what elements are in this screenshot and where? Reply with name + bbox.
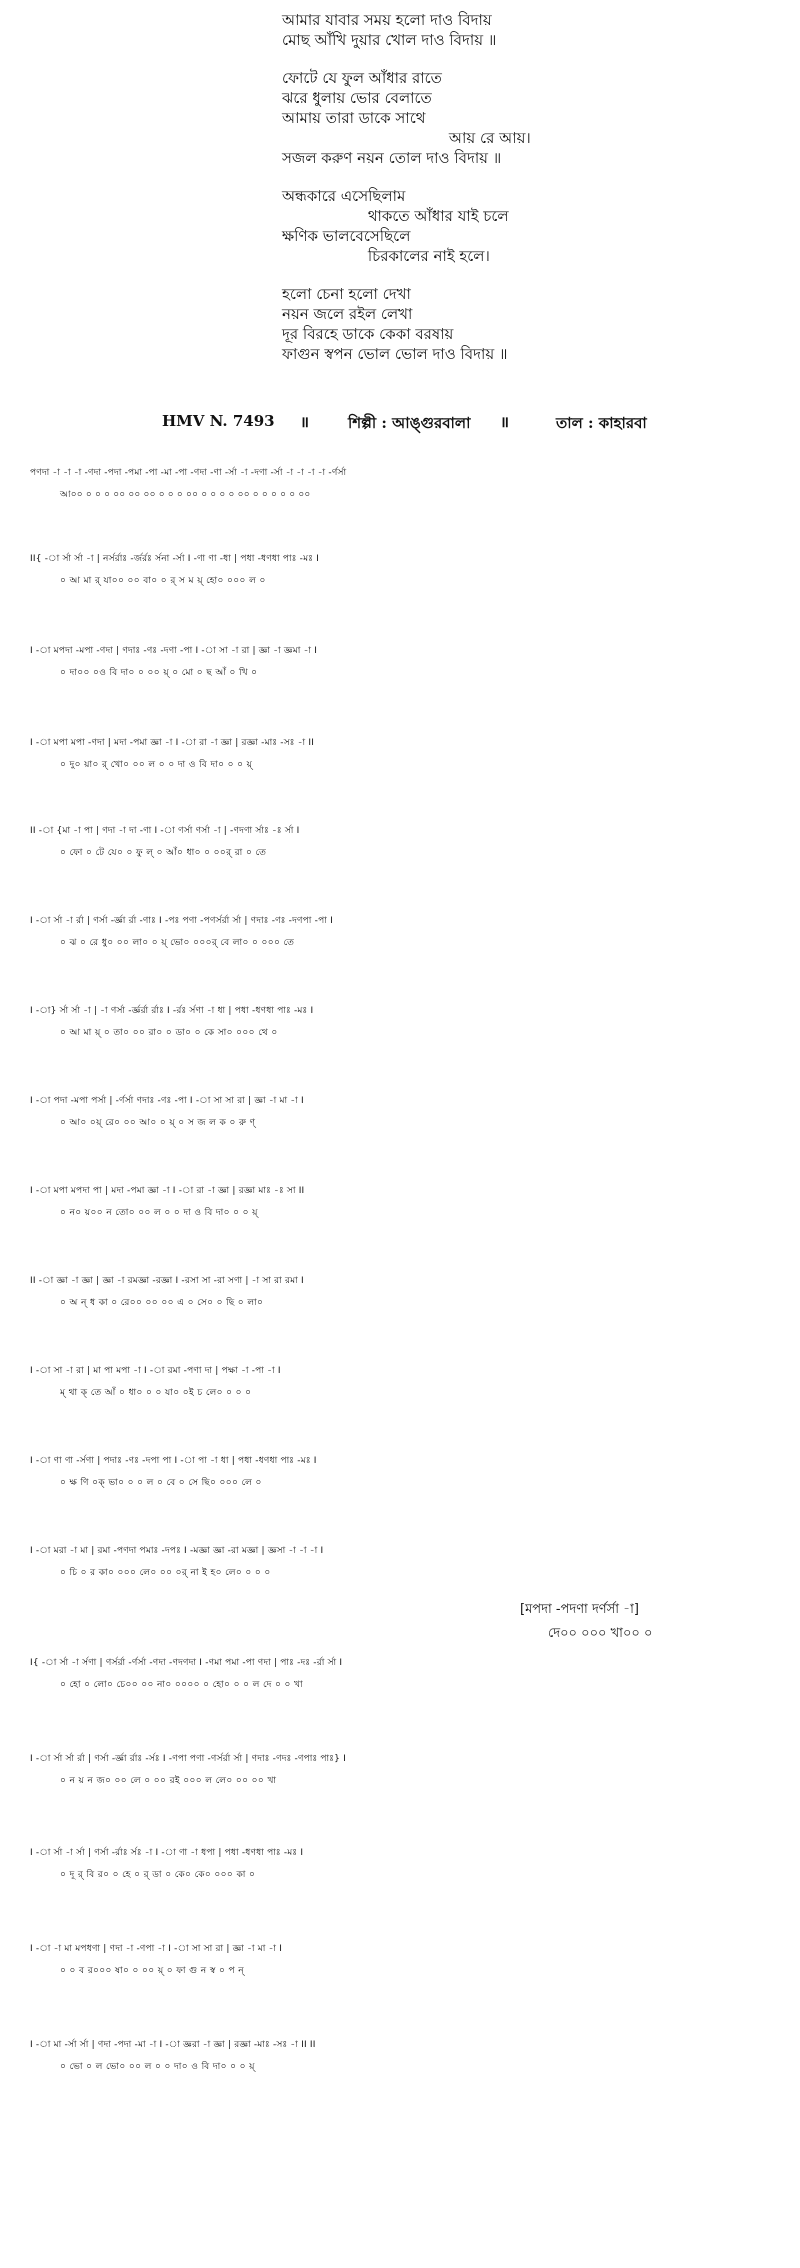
notation-line: I -া} র্সা র্সা -া | -া ণর্সা -র্জ্ঞর্রা র্রাঃ I -র্রঃ র্সণা -া ধা | পধা -ধণধা পাঃ -মঃ I [30,1006,314,1016]
notation-line: I -া র্সা -া র্রা | ণর্সা -র্জ্ঞা র্রা -ণাঃ I -পঃ পণা -পণর্সর্রা র্সা | ণদাঃ -ণঃ -দণপা -পা I [30,916,333,926]
notation-block [30,1938,780,1982]
header-separator: ॥ [500,413,509,431]
notation-line: I -া -া মা মপধণা | ণদা -া -ণপা -া I -া সা সা রা | জ্ঞা -া মা -া I [30,1944,283,1954]
prelude-notes: পণদা -া -া -া -ণদা -পদা -পমা -পা -মা -পা -ণদা -ণা -র্সা -া -দণা -র্সা -া -া -া -া -র্ণর্সা [30,468,347,478]
notation-line: II{ -া র্সা র্সা -া | নর্সর্রাঃ -র্জর্রঃ র্সনা -র্সা I -ণা ণা -ধা | পধা -ধণধা পাঃ -মঃ I [30,554,319,564]
notation-line: I -া সা -া রা | মা পা মপা -া I -া রমা -পণা দা | পক্ষা -া -পা -া I [30,1366,281,1376]
lyric-stanza [282,68,662,168]
notation-block [30,910,780,954]
lyric-line: ফাগুন স্বপন ভোল ভোল দাও বিদায় ॥ [282,345,508,363]
lyric-line: থাকতে আঁধার যাই চলে [282,207,509,225]
lyric-line: সজল করুণ নয়ন তোল দাও বিদায় ॥ [282,149,502,167]
syllable-line: ০ চি ০ র কা০ ০০০ লে০ ০০ ০র্ না ই হ০ লে০ ০ ০ ০ [60,1568,271,1578]
lyric-line: আয় রে আয়। [282,129,531,147]
lyric-stanza [282,10,662,50]
song-header [0,412,800,440]
notation-block [30,548,780,592]
notation-line: II -া {মা -া পা | ণদা -া দা -ণা I -া ণর্সা ণর্সা -া | -ণদণা র্সাঃ -ঃ র্সা I [30,826,300,836]
artist-label: শিল্পী : আঙ্গুরবালা [348,414,471,432]
syllable-line: ০ আ মা য়্ ০ তা০ ০০ রা০ ০ ডা০ ০ কে সা০ ০০০ থে ০ [60,1028,278,1038]
header-separator: ॥ [300,413,309,431]
notation-block [30,1540,780,1584]
notation-line: II -া জ্ঞা -া জ্ঞা | জ্ঞা -া রমজ্ঞা -রজ্ঞা I -রসা সা -রা সণা | -া সা রা রমা I [30,1276,304,1286]
notation-line: I -া মরা -া মা | রমা -পণদা পমাঃ -দপঃ I -মজ্ঞা জ্ঞা -রা মজ্ঞা | জ্ঞসা -া -া -া I [30,1546,324,1556]
lyrics-section [282,10,662,382]
lyric-line: ঝরে ধুলায় ভোর বেলাতে [282,89,432,107]
notation-block [30,1842,780,1886]
syllable-line: ০ ক্ষ ণি ০ক্ ভা০ ০ ০ ল ০ বে ০ সে ছি০ ০০০ লে ০ [60,1478,262,1488]
notation-block [30,732,780,776]
notation-line: I -া মপা মপা -ণদা | মদা -পমা জ্ঞা -া I -া রা -া জ্ঞা | রজ্ঞা -মাঃ -সঃ -া II [30,738,315,748]
syllable-line: ০ ভো ০ ল ভো০ ০০ ল ০ ০ দা০ ও বি দা০ ০ ০ য়্ [60,2062,255,2072]
notation-line: I -া ণা ণা -র্সণা | পদাঃ -ণঃ -দপা পা I -া পা -া ধা | পধা -ধণধা পাঃ -মঃ I [30,1456,317,1466]
lyric-line: দূর বিরহে ডাকে কেকা বরষায় [282,325,454,343]
lyric-line: আমার যাবার সময় হলো দাও বিদায় [282,11,492,29]
prelude-syllables: আ০০ ০ ০ ০ ০০ ০০ ০০ ০ ০ ০ ০০ ০ ০ ০ ০ ০০ ০ ০ ০ ০ ০ ০০ [60,490,311,500]
syllable-line: ০ ন০ য়০০ ন তো০ ০০ ল ০ ০ দা ও বি দা০ ০ ০ য়্ [60,1208,258,1218]
notation-block [30,1652,780,1696]
prelude-notation [30,462,780,506]
alternate-syllables: দে০০ ০০০ খা০০ ০ [548,1626,653,1641]
lyric-line: মোছ আঁখি দুয়ার খোল দাও বিদায় ॥ [282,31,497,49]
alternate-notes: [মপদা -পদণা দর্ণর্সা -া] [520,1602,639,1617]
notation-line: I -া মপদা -মপা -ণদা | ণদাঃ -ণঃ -দণা -পা I -া সা -া রা | জ্ঞা -া জ্ঞমা -া I [30,646,318,656]
notation-line: I -া র্সা র্সা র্রা | ণর্সা -র্জ্ঞা র্রাঃ -র্সঃ I -ণপা পণা -ণর্সর্রা র্সা | ণদাঃ -ণদঃ -ণপাঃ পাঃ} I [30,1754,346,1764]
record-number: HMV N. 7493 [162,412,275,430]
notation-line: I -া র্সা -া র্সা | ণর্সা -র্রাঃ র্সঃ -া I -া ণা -া ধপা | পধা -ধণধা পাঃ -মঃ I [30,1848,304,1858]
syllable-line: ০ হো ০ লো০ চে০০ ০০ না০ ০০০০ ০ হো০ ০ ০ ল দে ০ ০ খা [60,1680,303,1690]
tala-label: তাল : কাহারবা [556,414,647,432]
lyric-line: ক্ষণিক ভালবেসেছিলে [282,227,411,245]
notation-block [30,1180,780,1224]
syllable-line: ম্ থা ক্ তে আঁ ০ ধা০ ০ ০ যা০ ০ই চ লে০ ০ ০ ০ [60,1388,252,1398]
notation-block [30,1450,780,1494]
syllable-line: ০ ফো ০ টে যে০ ০ ফু ল্ ০ আঁ০ ধা০ ০ ০০র্ রা ০ তে [60,848,267,858]
lyric-stanza [282,186,662,266]
syllable-line: ০ ঝ ০ রে ধু০ ০০ লা০ ০ য়্ ভো০ ০০০র্ বে লা০ ০ ০০০ তে [60,938,295,948]
notation-block [30,640,780,684]
syllable-line: ০ আ মা র্ যা০০ ০০ বা০ ০ র্ স ম য়্ হো০ ০০০ ল ০ [60,576,266,586]
syllable-line: ০ ০ ব র০০০ ষা০ ০ ০০ য়্ ০ ফা গু ন স্ব ০ প ন্ [60,1966,245,1976]
notation-line: I -া পদা -মপা পর্সা | -র্ণর্সা ণদাঃ -ণঃ -পা I -া সা সা রা | জ্ঞা -া মা -া I [30,1096,304,1106]
syllable-line: ০ আ০ ০য়্ রে০ ০০ আ০ ০ য়্ ০ স জ ল ক ০ রু ণ্ [60,1118,256,1128]
notation-block [30,1360,780,1404]
notation-block [30,1090,780,1134]
notation-block [30,2034,780,2078]
notation-line: I -া মা -র্সা র্সা | ণদা -পদা -মা -া I -া জ্ঞরা -া জ্ঞা | রজ্ঞা -মাঃ -সঃ -া II II [30,2040,316,2050]
lyric-line: হলো চেনা হলো দেখা [282,285,411,303]
notation-line: I -া মপা মপদা পা | মদা -পমা জ্ঞা -া I -া রা -া জ্ঞা | রজ্ঞা মাঃ -ঃ সা II [30,1186,305,1196]
lyric-line: ফোটে যে ফুল আঁধার রাতে [282,69,442,87]
syllable-line: ০ অ ন্ ধ কা ০ রে০০ ০০ ০০ এ ০ সে০ ০ ছি ০ লা০ [60,1298,264,1308]
syllable-line: ০ দূ র্ বি র০ ০ হে ০ র্ ডা ০ কে০ কে০ ০০০ কা ০ [60,1870,256,1880]
syllable-line: ০ দা০০ ০ও বি দা০ ০ ০০ য়্ ০ মো ০ ছ আঁ ০ খি ০ [60,668,258,678]
lyric-line: নয়ন জলে রইল লেখা [282,305,413,323]
lyric-line: অন্ধকারে এসেছিলাম [282,187,406,205]
lyric-line: আমায় তারা ডাকে সাথে [282,109,426,127]
lyric-line: চিরকালের নাই হলে। [282,247,490,265]
notation-block [30,820,780,864]
notation-block [30,1270,780,1314]
notation-block [30,1748,780,1792]
notation-line: I{ -া র্সা -া র্সণা | ণর্সর্রা -র্ণর্সা -ণদা -ণদণদা I -ণমা পমা -পা ণদা | পাঃ -দঃ -র্রা র্সা I [30,1658,343,1668]
notation-block [30,1000,780,1044]
syllable-line: ০ দু০ য়া০ র্ খো০ ০০ ল ০ ০ দা ও বি দা০ ০ ০ য়্ [60,760,253,770]
syllable-line: ০ ন য় ন জ০ ০০ লে ০ ০০ রই ০০০ ল লে০ ০০ ০০ খা [60,1776,277,1786]
lyric-stanza [282,284,662,364]
